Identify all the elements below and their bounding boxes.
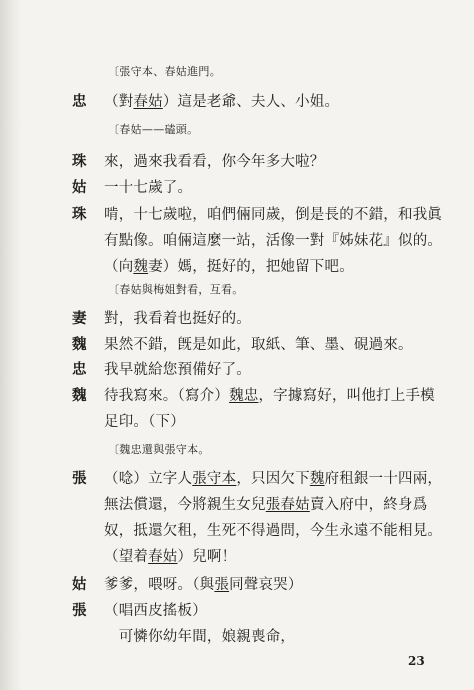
- line-text: 一十七歲了。: [104, 180, 193, 196]
- dialogue-line: [104, 176, 192, 197]
- stage-direction: 〔春姑——磕頭。: [108, 123, 199, 136]
- speaker-label: 珠: [72, 206, 87, 223]
- page-spine-shadow: [0, 0, 22, 690]
- line-text: （唸）立字人: [104, 471, 193, 487]
- speaker-label: 魏: [72, 336, 87, 353]
- line-text: 果然不錯，旣是如此，取紙、筆、墨、硯過來。: [104, 337, 413, 353]
- dialogue-line: [104, 467, 442, 488]
- line-text: （向: [104, 259, 134, 275]
- dialogue-line: [104, 545, 236, 566]
- line-text: 同聲哀哭）: [229, 577, 303, 593]
- proper-name: 春姑: [133, 94, 163, 110]
- line-text: （對: [104, 94, 134, 110]
- stage-direction: 〔春姑與梅姐對看，互看。: [108, 283, 244, 296]
- dialogue-line: [104, 384, 435, 405]
- dialogue-line: [104, 599, 207, 620]
- dialogue-line: [104, 333, 413, 354]
- dialogue-line: [104, 203, 442, 224]
- speaker-label: 妻: [72, 310, 87, 327]
- proper-name: 張守本: [192, 471, 237, 487]
- page-number: 23: [408, 654, 425, 668]
- proper-name: 張: [214, 577, 230, 593]
- line-text: 足印。（下）: [104, 414, 185, 430]
- proper-name: 魏: [133, 259, 149, 275]
- line-text: （唱西皮搖板）: [104, 603, 207, 619]
- line-text: 啃，十七歲啦，咱們倆同歲，倒是長的不錯，和我眞: [104, 207, 443, 223]
- line-text: 妻）媽，挺好的，把她留下吧。: [148, 259, 354, 275]
- speaker-label: 張: [72, 470, 87, 487]
- line-text: 爹爹，喂呀。（與: [104, 577, 215, 593]
- line-text: ，字據寫好，叫他打上手模: [258, 388, 435, 404]
- dialogue-line: [104, 519, 442, 540]
- dialogue-line: [104, 410, 185, 431]
- speaker-label: 姑: [72, 576, 87, 593]
- stage-direction: 〔魏忠還與張守本。: [108, 443, 210, 456]
- dialogue-line: [104, 493, 427, 514]
- dialogue-line: [104, 625, 295, 646]
- line-text: 有點像。咱倆這麼一站，活像一對『姊妹花』似的。: [104, 233, 443, 249]
- line-text: 可憐你幼年間，娘親喪命，: [104, 629, 296, 645]
- dialogue-line: [104, 255, 354, 276]
- dialogue-line: [104, 229, 442, 250]
- dialogue-line: [104, 307, 251, 328]
- line-text: 奴，抵還欠租，生死不得過問，今生永遠不能相見。: [104, 523, 443, 539]
- line-text: ）這是老爺、夫人、小姐。: [162, 94, 340, 110]
- line-text: （望着: [104, 549, 149, 565]
- speaker-label: 珠: [72, 153, 87, 170]
- speaker-label: 姑: [72, 179, 87, 196]
- line-text: 我早就給您預備好了。: [104, 362, 251, 378]
- dialogue-line: [104, 573, 303, 594]
- line-text: 無法償還，今將親生女兒: [104, 497, 266, 513]
- stage-direction: 〔張守本、春姑進門。: [108, 65, 221, 78]
- line-text: 對，我看着也挺好的。: [104, 311, 251, 327]
- proper-name: 魏: [309, 471, 325, 487]
- line-text: 來，過來我看看，你今年多大啦？: [104, 154, 325, 170]
- speaker-label: 忠: [72, 93, 87, 110]
- proper-name: 魏忠: [229, 388, 259, 404]
- line-text: 賣入府中，終身爲: [309, 497, 428, 513]
- line-text: ，只因欠下: [236, 471, 310, 487]
- dialogue-line: [104, 358, 251, 379]
- proper-name: 張春姑: [265, 497, 310, 513]
- line-text: ）兒啊！: [177, 549, 237, 565]
- proper-name: 春姑: [148, 549, 178, 565]
- speaker-label: 魏: [72, 387, 87, 404]
- line-text: 待我寫來。（寫介）: [104, 388, 230, 404]
- speaker-label: 張: [72, 602, 87, 619]
- line-text: 府租銀一十四兩，: [324, 471, 443, 487]
- dialogue-line: [104, 90, 339, 111]
- dialogue-line: [104, 150, 325, 171]
- speaker-label: 忠: [72, 361, 87, 378]
